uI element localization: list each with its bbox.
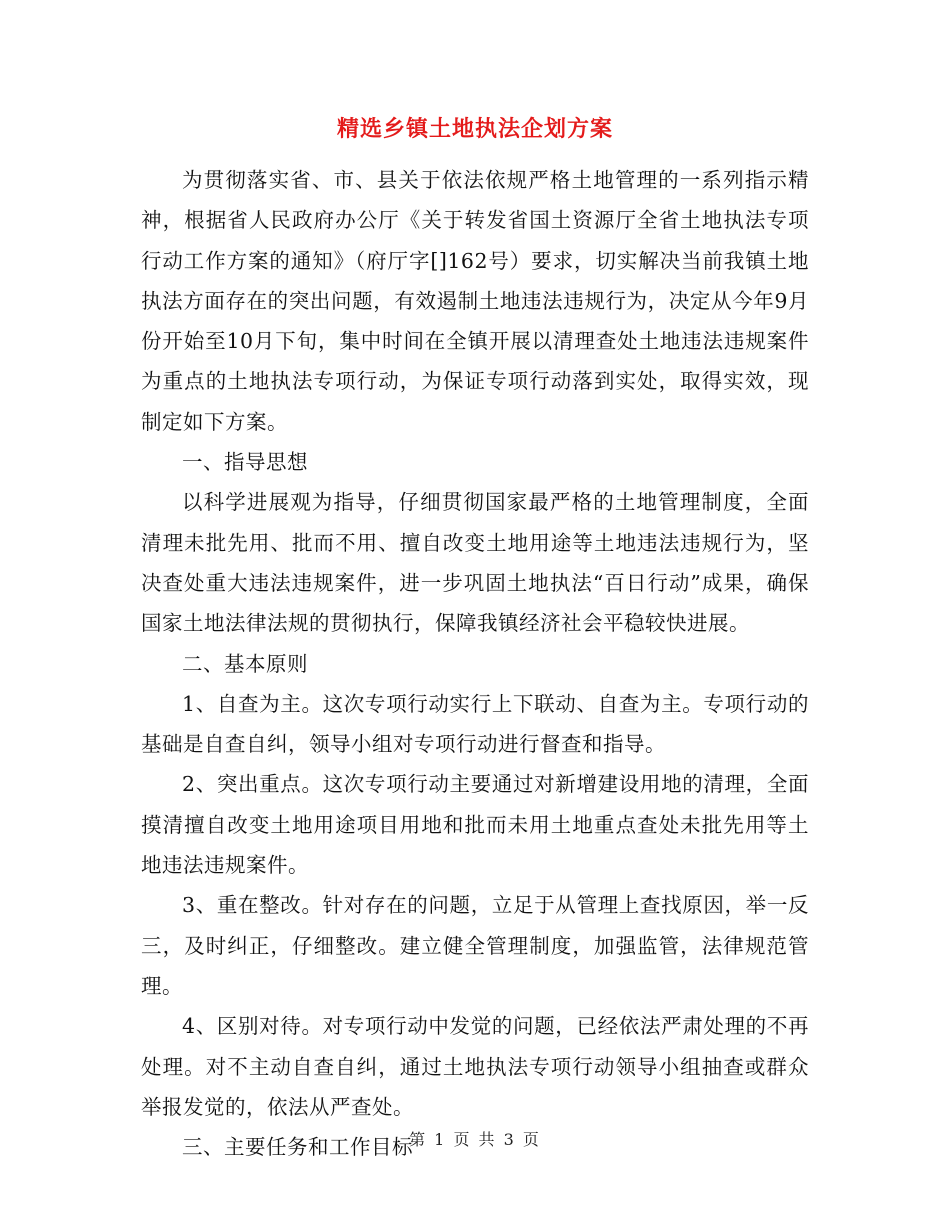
document-body <box>141 160 809 1167</box>
paragraph-intro: 为贯彻落实省、市、县关于依法依规严格土地管理的一系列指示精神，根据省人民政府办公厅《关于转发省国土资源厅全省土地执法专项行动工作方案的通知》（府厅字[]162号）要求，切实解决当前我镇土地执法方面存在的突出问题，有效遏制土地违法违规行为，决定从今年9月份开始至10月下旬，集中时间在全镇开展以清理查处土地违法违规案件为重点的土地执法专项行动，为保证专项行动落到实处，取得实效，现制定如下方案。 <box>141 168 809 434</box>
paragraph-principle-2: 2、突出重点。这次专项行动主要通过对新增建设用地的清理，全面摸清擅自改变土地用途项目用地和批而未用土地重点查处未批先用等土地违法违规案件。 <box>141 772 809 878</box>
paragraph-principle-4: 4、区别对待。对专项行动中发觉的问题，已经依法严肃处理的不再处理。对不主动自查自纠，通过土地执法专项行动领导小组抽查或群众举报发觉的，依法从严查处。 <box>141 1014 809 1119</box>
heading-main-tasks: 三、主要任务和工作目标 <box>182 1135 413 1160</box>
heading-guiding-thought: 一、指导思想 <box>182 450 308 475</box>
paragraph-guiding-thought: 以科学进展观为指导，仔细贯彻国家最严格的土地管理制度，全面清理未批先用、批而不用、擅自改变土地用途等土地违法违规行为，坚决查处重大违法违规案件，进一步巩固土地执法“百日行动”成果，确保国家土地法律法规的贯彻执行，保障我镇经济社会平稳较快进展。 <box>141 490 809 636</box>
document-title: 精选乡镇土地执法企划方案 <box>336 117 613 142</box>
paragraph-principle-1: 1、自查为主。这次专项行动实行上下联动、自查为主。专项行动的基础是自查自纠，领导小组对专项行动进行督查和指导。 <box>141 691 809 757</box>
paragraph-principle-3: 3、重在整改。针对存在的问题，立足于从管理上查找原因，举一反三，及时纠正，仔细整改。建立健全管理制度，加强监管，法律规范管理。 <box>141 893 809 998</box>
page-footer: 第 1 页 共 3 页 <box>409 1130 541 1149</box>
heading-basic-principles: 二、基本原则 <box>182 651 308 676</box>
